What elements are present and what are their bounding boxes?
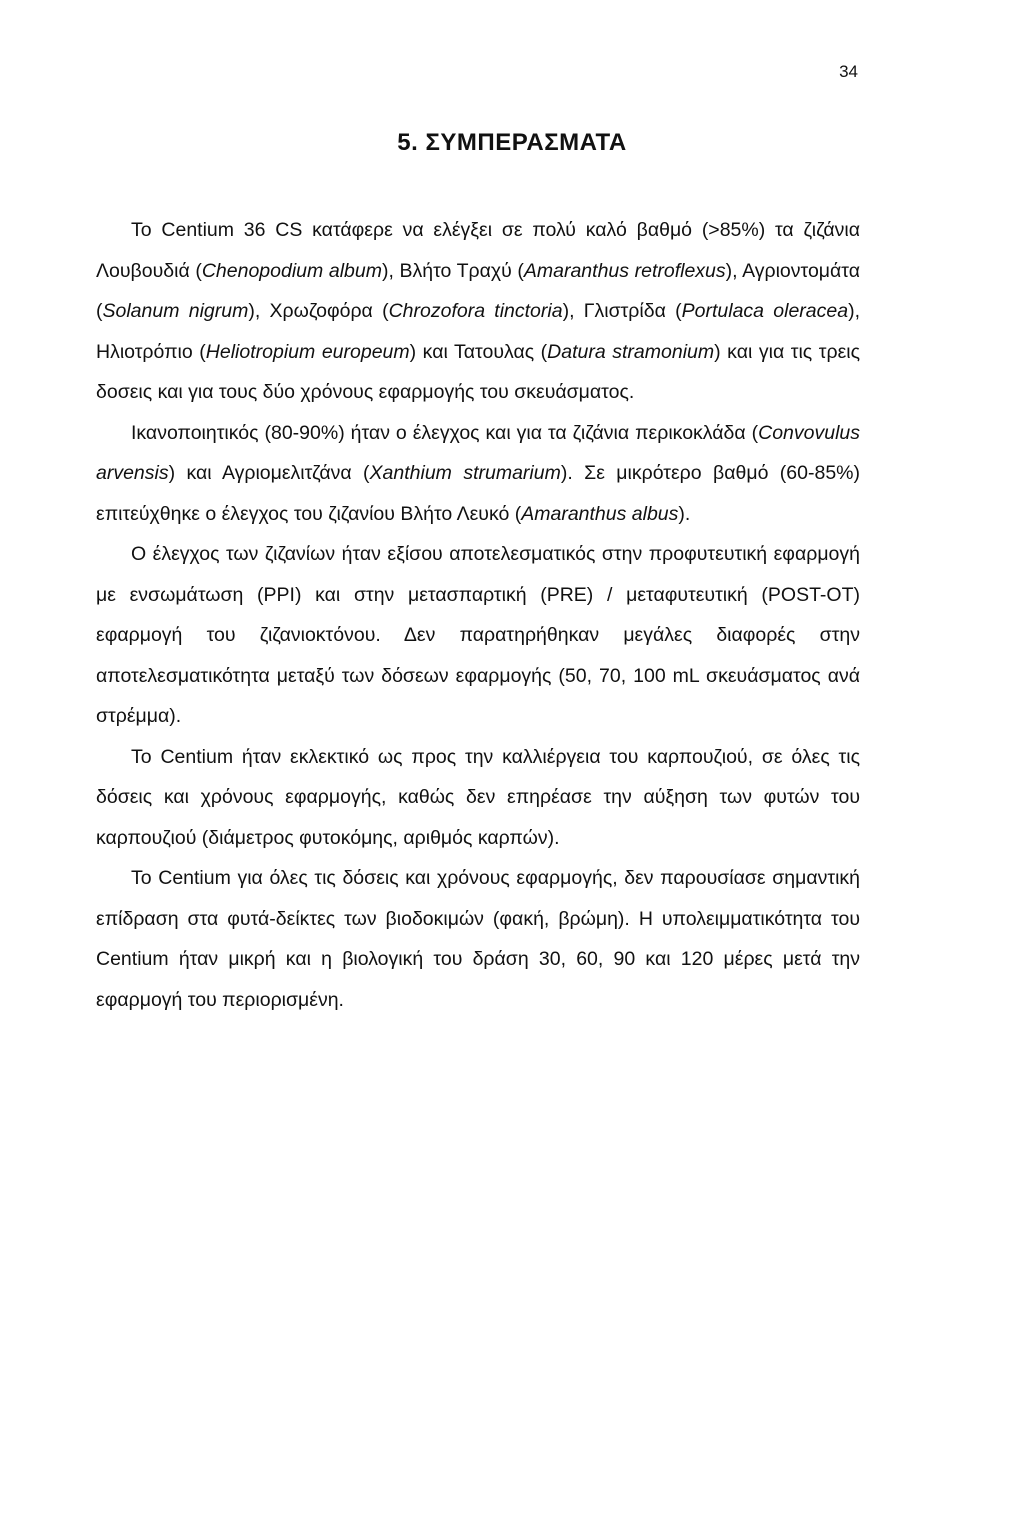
text-segment: ), Βλήτο Τραχύ ( bbox=[381, 259, 524, 282]
text-segment: Το Centium 36 CS κατάφερε να ελέγξει σε πολύ καλό βαθμό (>85%) τα ζιζάνια Λουβουδιά ( bbox=[96, 219, 860, 282]
species-name: Solanum nigrum bbox=[102, 300, 249, 322]
species-name: Amaranthus albus bbox=[521, 502, 679, 525]
text-segment: ). Σε μικρότερο βαθμό (60-85%) επιτεύχθηκε ο έλεγχος του ζιζανίου Βλήτο Λευκό ( bbox=[96, 462, 861, 525]
text-segment: Ικανοποιητικός (80-90%) ήταν ο έλεγχος και για τα ζιζάνια περικοκλάδα ( bbox=[131, 421, 759, 444]
text-segment: ). bbox=[678, 502, 691, 525]
paragraph-2 bbox=[96, 413, 860, 535]
section-title: 5. ΣΥΜΠΕΡΑΣΜΑΤΑ bbox=[397, 129, 627, 156]
text-segment: Ο έλεγχος των ζιζανίων ήταν εξίσου αποτελεσματικός στην προφυτευτική εφαρμογή με ενσωμάτωση (PPI) και στην μετασπαρτική (PRE) / μεταφυτευτική (POST-OT) εφαρμογή του ζιζανιοκτόνου. Δεν παρατηρήθηκαν μεγάλες διαφορές στην αποτελεσματικότητα μεταξύ των δόσεων εφαρμογής (50, 70, 100 mL σκευάσματος ανά στρέμμα). bbox=[96, 543, 860, 727]
text-segment: ), Γλιστρίδα ( bbox=[562, 300, 682, 322]
text-segment: ), Αγριοντομάτα ( bbox=[96, 259, 860, 322]
species-name: Datura stramonium bbox=[547, 340, 715, 363]
paragraph-5 bbox=[96, 858, 860, 1020]
species-name: Convovulus arvensis bbox=[96, 421, 860, 484]
species-name: Heliotropium europeum bbox=[205, 340, 410, 363]
page-number: 34 bbox=[839, 62, 858, 81]
species-name: Chrozofora tinctoria bbox=[388, 300, 563, 322]
text-segment: Το Centium για όλες τις δόσεις και χρόνους εφαρμογής, δεν παρουσίασε σημαντική επίδραση στα φυτά-δείκτες των βιοδοκιμών (φακή, βρώμη). Η υπολειμματικότητα του Centium ήταν μικρή και η βιολογική του δράση 30, 60, 90 και 120 μέρες μετά την εφαρμογή του περιορισμένη. bbox=[96, 867, 860, 1011]
text-segment: Το Centium ήταν εκλεκτικό ως προς την καλλιέργεια του καρπουζιού, σε όλες τις δόσεις και χρόνους εφαρμογής, καθώς δεν επηρέασε την αύξηση των φυτών του καρπουζιού (διάμετρος φυτοκόμης, αριθμός καρπών). bbox=[96, 745, 860, 849]
species-name: Portulaca oleracea bbox=[681, 300, 849, 322]
paragraph-1 bbox=[96, 210, 860, 413]
species-name: Amaranthus retroflexus bbox=[523, 259, 726, 282]
text-segment: ), Χρωζοφόρα ( bbox=[248, 300, 389, 322]
text-segment: ), Ηλιοτρόπιο ( bbox=[96, 300, 860, 363]
conclusions-body bbox=[96, 210, 860, 1020]
paragraph-4 bbox=[96, 737, 860, 859]
species-name: Xanthium strumarium bbox=[369, 462, 561, 484]
text-segment: ) και για τις τρεις δοσεις και για τους δύο χρόνους εφαρμογής του σκευάσματος. bbox=[96, 340, 860, 403]
text-segment: ) και Τατουλας ( bbox=[409, 340, 548, 363]
paragraph-3 bbox=[96, 534, 860, 737]
species-name: Chenopodium album bbox=[201, 259, 382, 282]
text-segment: ) και Αγριομελιτζάνα ( bbox=[168, 462, 370, 484]
